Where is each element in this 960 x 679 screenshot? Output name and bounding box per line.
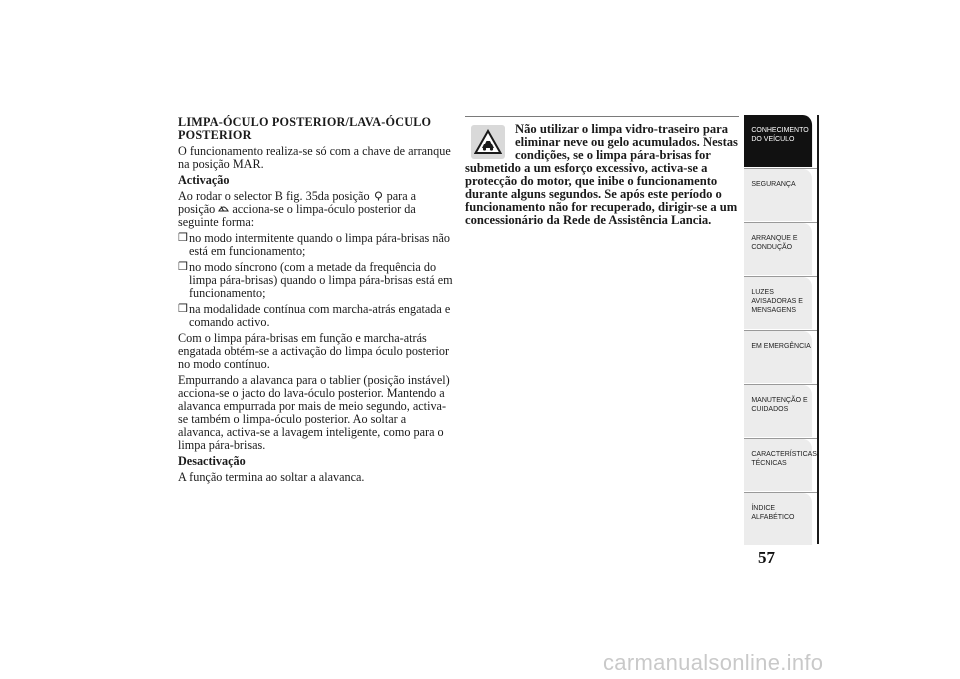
washer-paragraph: Empurrando a alavanca para o tablier (posição instável) acciona-se o jacto do lava-óculo posterior. Mantendo a alavanca empurrada por mais de meio segundo, activa-se também o limpa-óculo posterior. Ao soltar a alavanca, activa-se a lavagem inteligente, como para o limpa pára-brisas. [178,373,450,452]
warning-box [465,116,739,227]
tab-divider [744,438,818,439]
tab-divider [744,276,818,277]
tab-divider [744,222,818,223]
tab-luzes-avisadoras-e-mensagens[interactable] [744,277,812,329]
tab-divider [744,384,818,385]
tab-label: TÉCNICAS [751,458,787,467]
tab-label: ÍNDICE [751,503,776,512]
chapter-tabs [744,115,818,544]
checkbox-bullet-icon: ❒ [178,303,188,315]
tab-conhecimento-do-veiculo[interactable] [744,115,812,167]
tab-arranque-e-conducao[interactable] [744,223,812,275]
tab-em-emergencia[interactable] [744,331,812,383]
activation-text-a: Ao rodar o selector B fig. 35da posição [178,189,370,203]
manual-text-column [178,116,454,487]
warning-text: Não utilizar o limpa vidro-traseiro para eliminar neve ou gelo acumulados. Nestas condições, se o limpa pára-brisas for submetido a um esforço excessivo, activa-se a protecção do motor, que inibe o funcionamento durante alguns segundos. Se após este período o funcionamento não for recuperado, dirigir-se a um concessionário da Rede de Assistência Lancia. [465,122,738,227]
tab-caracteristicas-tecnicas[interactable] [744,439,817,491]
activation-text-b: para a posição [178,189,417,216]
tab-label: CARACTERÍSTICAS [751,449,817,458]
tab-label: MANUTENÇÃO E [751,395,808,404]
tab-label: EM EMERGÊNCIA [751,341,811,350]
tab-divider [744,492,818,493]
tab-label: AVISADORAS E [751,296,803,305]
tabs-edge [817,115,819,544]
checkbox-bullet-icon: ❒ [178,232,188,244]
section-title-line1: LIMPA-ÓCULO POSTERIOR/LAVA-ÓCULO [178,115,432,129]
tab-manutencao-e-cuidados[interactable] [744,385,812,437]
page-number: 57 [758,548,775,567]
activation-text-c: acciona-se o limpa-óculo posterior da seguinte forma: [178,202,416,229]
section-title [178,116,454,142]
tab-label: ALFABÉTICO [751,512,795,521]
tab-label: ARRANQUE E [751,233,798,242]
watermark: carmanualsonline.info [603,650,824,675]
tab-label: CUIDADOS [751,404,789,413]
activation-paragraph [178,190,454,229]
section-title-line2: POSTERIOR [178,128,252,142]
tab-divider [744,330,818,331]
tab-divider [744,168,818,169]
list-item-text: na modalidade contínua com marcha-atrás engatada e comando activo. [189,302,451,329]
rear-wiper-off-icon [373,191,384,201]
tab-label: DO VEÍCULO [751,134,795,143]
checkbox-bullet-icon: ❒ [178,261,188,273]
activation-heading: Activação [178,173,230,187]
warning-content [465,123,739,227]
tab-seguranca[interactable] [744,169,812,221]
list-item [178,303,454,329]
reverse-gear-paragraph: Com o limpa pára-brisas em função e marcha-atrás engatada obtém-se a activação do limpa óculo posterior no modo contínuo. [178,331,450,371]
tab-label: MENSAGENS [751,305,797,314]
list-item-text: no modo síncrono (com a metade da frequência do limpa pára-brisas) quando o limpa pára-brisas está em funcionamento; [189,260,453,300]
deactivation-heading: Desactivação [178,454,246,468]
tab-label: LUZES [751,287,774,296]
list-item [178,261,454,300]
deactivation-paragraph: A função termina ao soltar a alavanca. [178,470,365,484]
rear-wiper-on-icon [218,204,229,214]
tab-label: SEGURANÇA [751,179,796,188]
tab-label: CONDUÇÃO [751,242,793,251]
list-item-text: no modo intermitente quando o limpa pára-brisas não está em funcionamento; [189,231,450,258]
intro-paragraph: O funcionamento realiza-se só com a chave de arranque na posição MAR. [178,144,451,171]
list-item [178,232,454,258]
tab-indice-alfabetico[interactable] [744,493,812,545]
warning-triangle-icon [471,125,505,159]
tab-label: CONHECIMENTO [751,125,809,134]
